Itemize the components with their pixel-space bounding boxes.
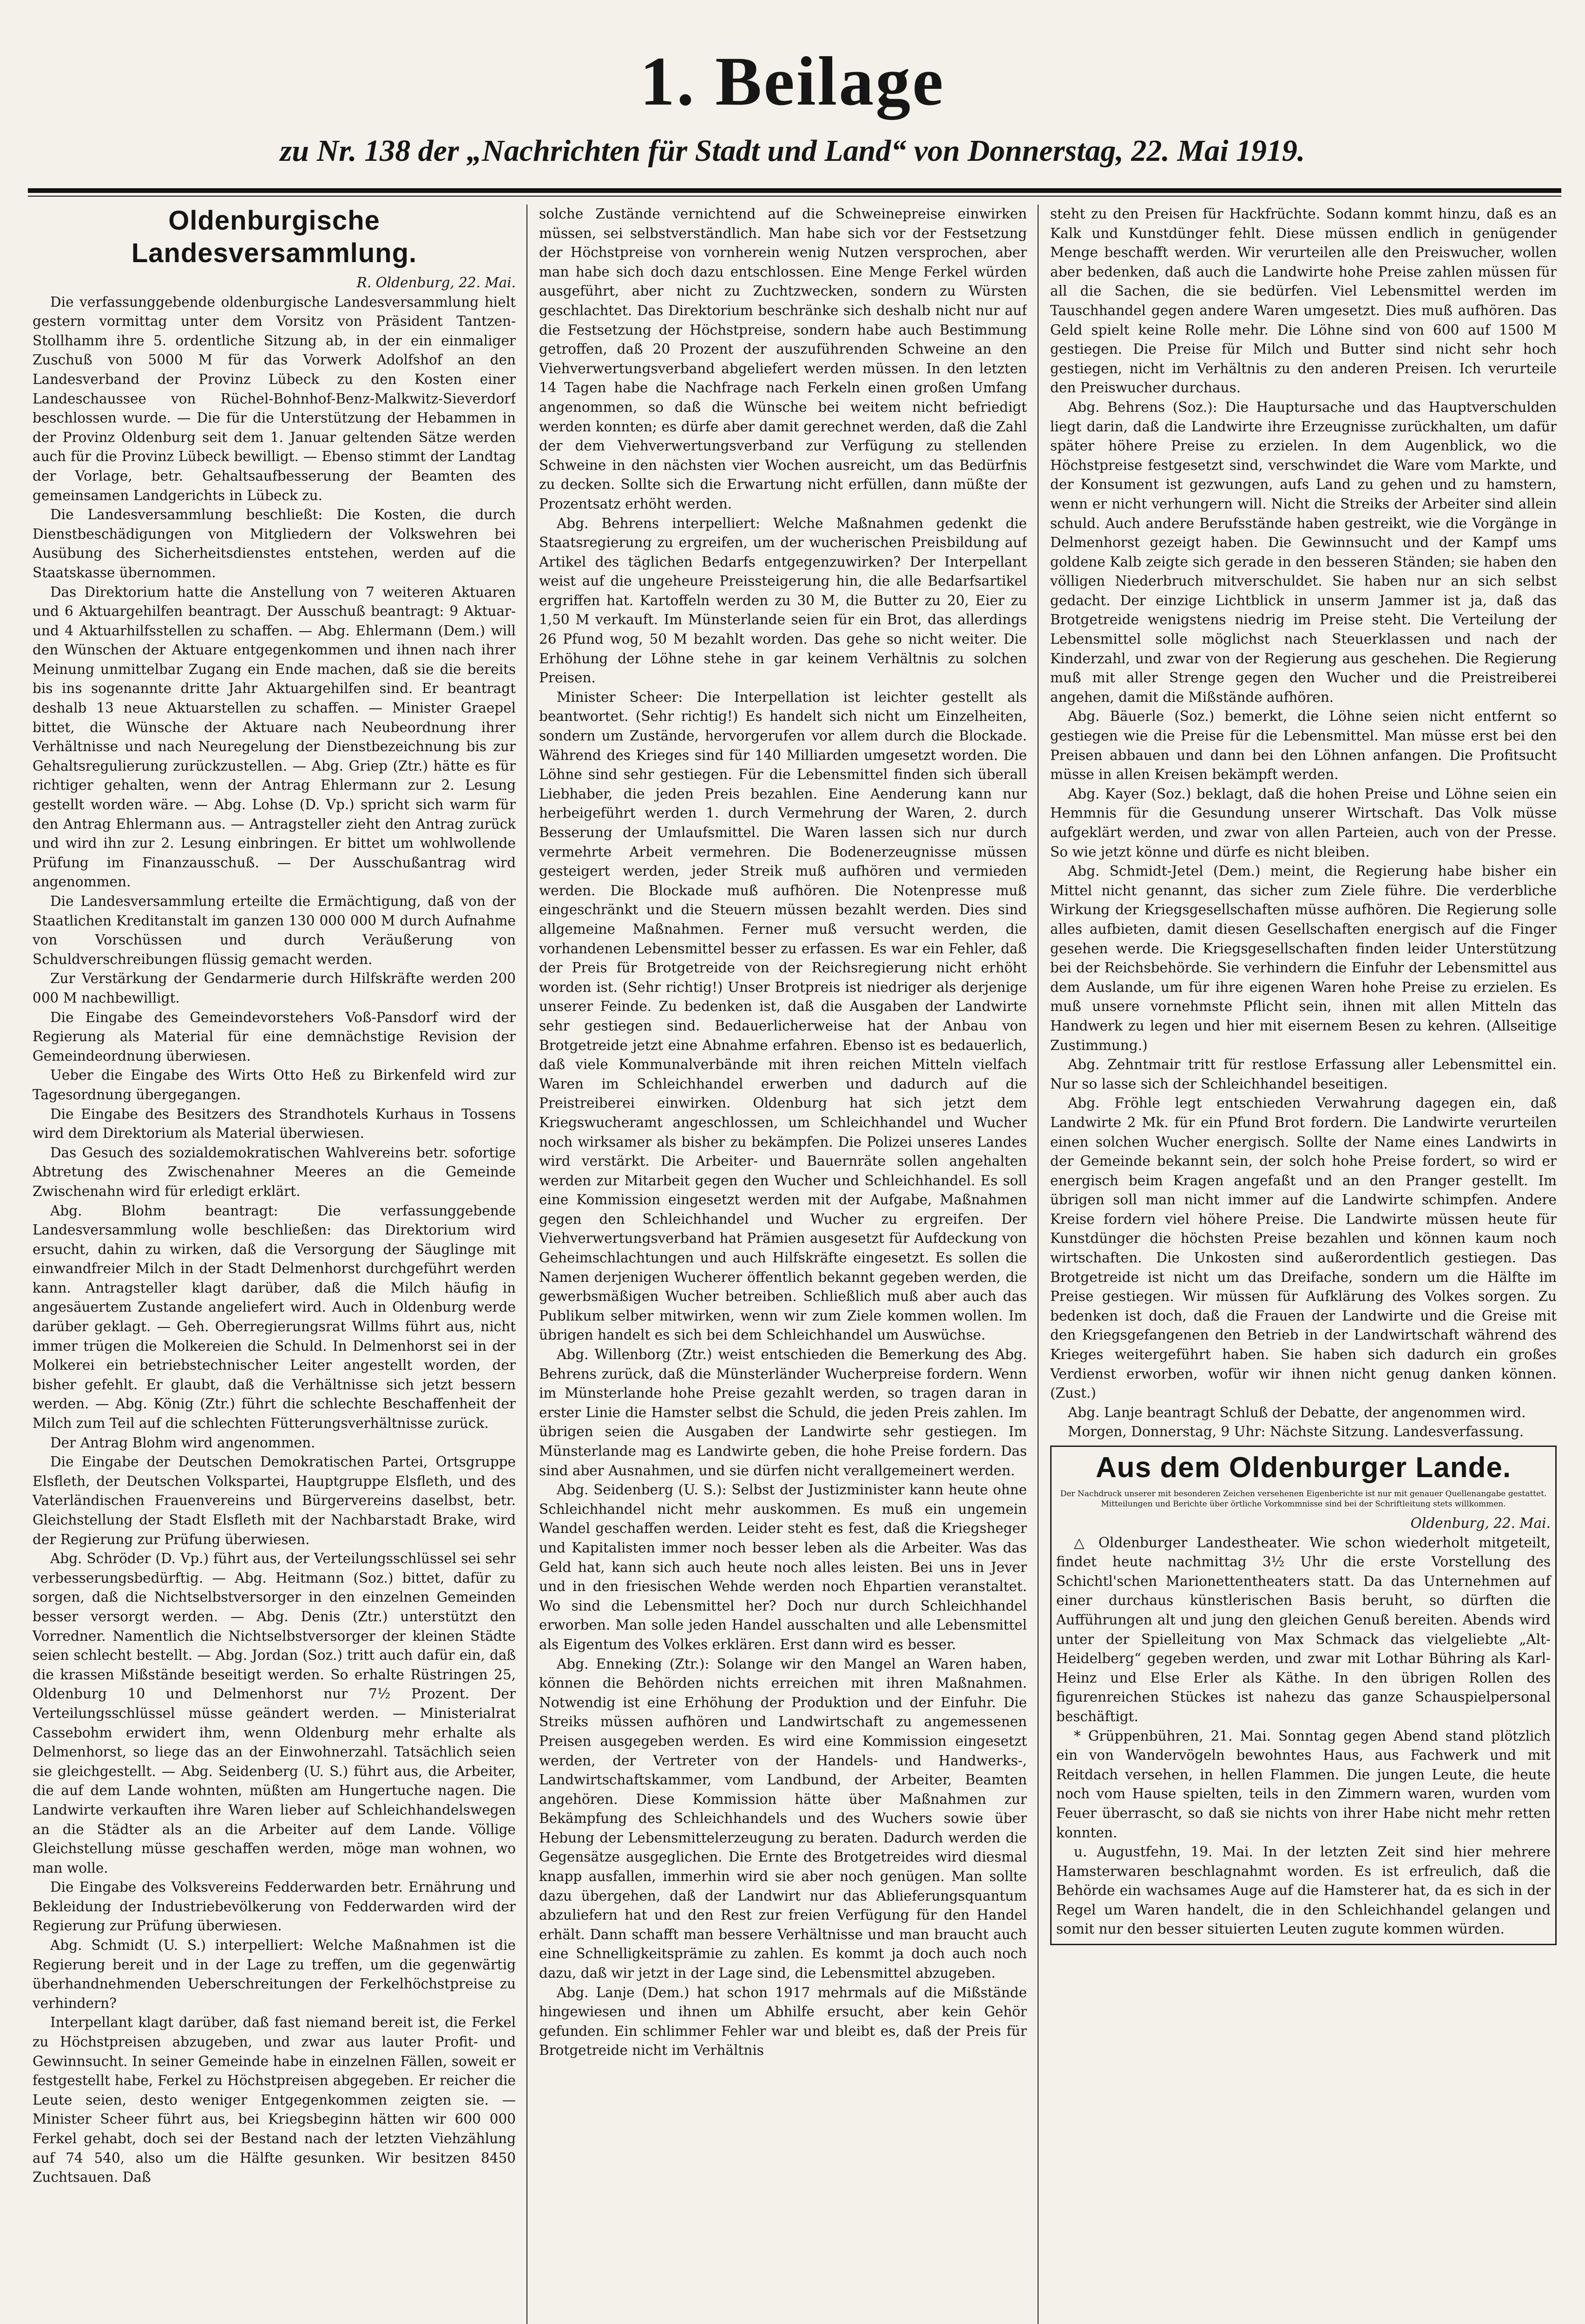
column-3 [1050,205,1557,2324]
masthead-rule [28,188,1561,197]
bleed-through-text [1064,37,1510,107]
article-paragraph: Abg. Fröhle legt entschieden Verwahrung dagegen ein, daß Landwirte 2 Mk. für ein Pfund Brot fordern. Die Landwirte verurteilen einen solchen Wucher energisch. Sollte der Name eines Landwirts in der Gemeinde bekannt sein, der solch hohe Preise fordert, so wird er energisch beim Kragen angefaßt und an den Pranger gestellt. Im übrigen soll man nicht immer auf die Landwirte schimpfen. Andere Kreise fordern viel höhere Preise. Die Landwirte müssen heute für Kunstdünger die höchsten Preise bezahlen und können kaum noch wirtschaften. Die Unkosten sind außerordentlich gestiegen. Das Brotgetreide ist nicht um das Dreifache, sondern um die Hälfte im Preise gestiegen. Wir müssen für Aufklärung des Volkes sorgen. Zu bedenken ist doch, daß die Frauen der Landwirte und die Greise mit den Kriegsgefangenen den Betrieb in der Landwirtschaft während des Krieges weitergeführt haben. Sie haben sich dadurch ein großes Verdienst erworben, wofür wir ihnen nicht genug danken können. (Zust.) [1050,1095,1557,1401]
dateline: R. Oldenburg, 22. Mai. [356,275,516,290]
column-1 [33,205,516,2324]
news-item: △ Oldenburger Landestheater. Wie schon wiederholt mitgeteilt, findet heute nachmittag 3½ Uhr die erste Vorstellung des Schichtl'schen Marionettentheaters statt. Da das Unternehmen auf einer durchaus künstlerischen Basis beruht, so dürften die Aufführungen alt und jung den gleichen Genuß bereiten. Abends wird unter der Spielleitung von Max Schmack das vielgeliebte „Alt-Heidelberg“ gegeben werden, und zwar mit Lothar Bühring als Karl-Heinz und Else Erler als Käthe. In den übrigen Rollen des figurenreichen Stückes ist nahezu das ganze Schauspielpersonal beschäftigt. [1056,1534,1551,1724]
article-paragraph: Morgen, Donnerstag, 9 Uhr: Nächste Sitzung. Landesverfassung. [1068,1424,1524,1440]
supplement-subtitle: zu Nr. 138 der „Nachrichten für Stadt und Land“ von Donnerstag, 22. Mai 1919. [280,134,1305,168]
local-news-section [1050,1446,1557,1945]
article-paragraph: Die Landesversammlung erteilte die Ermächtigung, daß von der Staatlichen Kreditanstalt im ganzen 130 000 000 M durch Aufnahme von Vorschüssen und durch Veräußerung von Schuldverschreibungen flüssig gemacht werden. [33,893,516,967]
supplement-title: 1. Beilage [640,43,945,120]
section-heading-local: Aus dem Oldenburger Lande. [1095,1452,1512,1484]
column-2 [539,205,1027,2324]
column-divider [1038,205,1039,2324]
article-paragraph: Abg. Lanje (Dem.) hat schon 1917 mehrmals auf die Mißstände hingewiesen und ihnen um Abhilfe ersucht, aber kein Gehör gefunden. Ein schlimmer Fehler war und bleibt es, daß der Preis für Brotgetreide nicht im Verhältnis [539,1984,1027,2059]
article-paragraph: Die Landesversammlung beschließt: Die Kosten, die durch Dienstbeschädigungen von Mitgliedern der Volkswehren bei Ausübung des Sicherheitsdienstes entstehen, werden auf die Staatskasse übernommen. [33,507,516,581]
news-item: u. Augustfehn, 19. Mai. In der letzten Zeit sind hier mehrere Hamsterwaren beschlagnahmt worden. Es ist erfreulich, daß die Behörde ein wachsames Auge auf die Hamsterer hat, da es sich in der Regel um Waren handelt, die in den Schleichhandel gelangen und somit nur den besser situierten Leuten zugute kommen würden. [1056,1844,1551,1937]
article-paragraph: Die verfassunggebende oldenburgische Landesversammlung hielt gestern vormittag unter dem Vorsitz von Präsident Tantzen-Stollhamm ihre 5. ordentliche Sitzung ab, in der ein einmaliger Zuschuß von 5000 M für das Vorwerk Adolfshof an den Landesverband der Provinz Lübeck zu den Kosten einer Landeschaussee von Rüchel-Bohnhof-Benz-Malkwitz-Sieverdorf beschlossen wurde. — Die für die Unterstützung der Hebammen in der Provinz Oldenburg seit dem 1. Januar geltenden Sätze werden auch für die Provinz Lübeck bewilligt. — Ebenso stimmt der Landtag der Vorlage, betr. Gehaltsaufbesserung der Beamten des gemeinsamen Landgerichts in Lübeck zu. [33,294,516,503]
article-paragraph: Abg. Lanje beantragt Schluß der Debatte, der angenommen wird. [1068,1404,1526,1420]
article-paragraph: Interpellant klagt darüber, daß fast niemand bereit ist, die Ferkel zu Höchstpreisen abzugeben, und zwar aus lauter Profit- und Gewinnsucht. In seiner Gemeinde habe in einzelnen Fällen, soweit er festgestellt habe, Ferkel zu Höchstpreisen abgegeben. Er reicher die Leute seien, desto weniger Entgegenkommen zeigten sie. — Minister Scheer führt aus, bei Kriegsbeginn hätten wir 600 000 Ferkel gehabt, doch sei der Bestand nach der letzten Viehzählung auf 74 540, also um die Hälfte gesunken. Wir besitzen 8450 Zuchtsauen. Daß [33,2014,516,2185]
article-paragraph: Abg. Behrens (Soz.): Die Hauptursache und das Hauptverschulden liegt darin, daß die Landwirte ihre Erzeugnisse zurückhalten, um dafür später höhere Preise zu erzielen. In dem Augenblick, wo die Höchstpreise festgesetzt sind, verschwindet die Ware vom Markte, und der Konsument ist gezwungen, aufs Land zu gehen und zu hamstern, wenn er nicht verhungern will. Nicht die Streiks der Arbeiter sind allein schuld. Auch andere Berufsstände haben gestreikt, wie die Vorgänge in Delmenhorst gezeigt haben. Die Gewinnsucht und der Kampf ums goldene Kalb zeigte sich gerade in den besseren Ständen; sie haben den völligen Niederbruch mitverschuldet. Sie haben nur an sich selbst gedacht. Der einzige Lichtblick in unserm Jammer ist ja, daß das Brotgetreide wenigstens niedrig im Preise steht. Die Verteilung der Lebensmittel solle möglichst nach Steuerklassen und nach der Kinderzahl, und zwar von der Regierung aus geschehen. Die Regierung muß mit aller Strenge gegen den Wucher und die Preistreiberei angehen, damit die Mißstände aufhören. [1050,399,1557,705]
article-paragraph: Minister Scheer: Die Interpellation ist leichter gestellt als beantwortet. (Sehr richtig!) Es handelt sich nicht um Einzelheiten, sondern um Zustände, hervorgerufen vor allem durch die Blockade. Während des Krieges sind für 140 Milliarden umgesetzt worden. Die Löhne sind sehr gestiegen. Für die Lebensmittel finden sich überall Liebhaber, die jeden Preis bezahlen. Eine Aenderung kann nur herbeigeführt werden 1. durch Vermehrung der Waren, 2. durch Besserung der Umlaufsmittel. Die Waren lassen sich nur durch vermehrte Arbeit vermehren. Die Bodenerzeugnisse müssen gesteigert werden, jeder Streik muß aufhören und vermieden werden. Die Blockade muß aufhören. Die Notenpresse muß eingeschränkt und die Steuern müssen bezahlt werden. Dies sind allgemeine Maßnahmen. Ferner muß versucht werden, die vorhandenen Lebensmittel besser zu erfassen. Es war ein Fehler, daß der Preis für Brotgetreide von der Reichsregierung nicht erhöht worden ist. (Sehr richtig!) Unser Brotpreis ist niedriger als derjenige unserer Feinde. Zu bedenken ist, daß die Ausgaben der Landwirte sehr gestiegen sind. Bedauerlicherweise hat der Anbau von Brotgetreide jetzt eine Abnahme erfahren. Ebenso ist es bedauerlich, daß viele Kommunalverbände mit ihren reichen Mitteln vielfach Waren im Schleichhandel erwerben und dadurch auf die Preistreiberei einwirken. Oldenburg hat sich jetzt dem Kriegswucheramt angeschlossen, um Schleichhandel und Wucher noch wirksamer als bisher zu bekämpfen. Die Polizei unseres Landes wird verstärkt. Die Arbeiter- und Bauernräte sollen angehalten werden zur Mitarbeit gegen den Wucher und Schleichhandel. Es soll eine Kommission eingesetzt werden mit der Aufgabe, Maßnahmen gegen den Schleichhandel und Wucher zu ergreifen. Der Viehverwertungsverband hat Prämien ausgesetzt für Aufdeckung von Geheimschlachtungen und auch Hilfskräfte eingesetzt. Es sollen die Namen derjenigen Wucherer öffentlich bekannt gegeben werden, die gewerbsmäßigen Wucher betreiben. Schließlich muß aber auch das Publikum selber mitwirken, wenn wir zum Ziele kommen wollen. Im übrigen handelt es sich bei dem Schleichhandel um Auswüchse. [539,689,1027,1343]
article-paragraph: Abg. Schmidt-Jetel (Dem.) meint, die Regierung habe bisher ein Mittel nicht genannt, das sicher zum Ziele führe. Die verderbliche Wirkung der Kriegsgesellschaften müsse aufhören. Die Regierung solle alles aufbieten, damit diesen Gesellschaften energisch auf die Finger gesehen werde. Die Kriegsgesellschaften finden leider Unterstützung bei der Reichsbehörde. Sie verhindern die Einfuhr der Lebensmittel aus dem Auslande, um für ihre eigenen Waren hohe Preise zu erzielen. Es muß unsere vornehmste Pflicht sein, ihnen mit allen Mitteln das Handwerk zu legen und hier mit eisernem Besen zu kehren. (Allseitige Zustimmung.) [1050,863,1557,1053]
article-paragraph: Ueber die Eingabe des Wirts Otto Heß zu Birkenfeld wird zur Tagesordnung übergegangen. [33,1067,516,1103]
dateline: Oldenburg, 22. Mai. [1410,1515,1551,1531]
article-paragraph: Abg. Bäuerle (Soz.) bemerkt, die Löhne seien nicht entfernt so gestiegen wie die Preise für die Lebensmittel. Man müsse erst bei den Preisen abbauen und dann bei den Löhnen anfangen. Die Profitsucht müsse in allen Kreisen bekämpft werden. [1050,708,1557,783]
article-paragraph: Zur Verstärkung der Gendarmerie durch Hilfskräfte werden 200 000 M nachbewilligt. [33,971,516,1006]
article-paragraph: Das Gesuch des sozialdemokratischen Wahlvereins betr. sofortige Abtretung des Zwischenahner Meeres an die Gemeinde Zwischenahn wird für erledigt erklärt. [33,1144,516,1199]
article-paragraph: Die Eingabe des Besitzers des Strandhotels Kurhaus in Tossens wird dem Direktorium als Material überwiesen. [33,1106,516,1142]
article-paragraph: Der Antrag Blohm wird angenommen. [50,1434,316,1451]
article-paragraph: Die Eingabe des Gemeindevorstehers Voß-Pansdorf wird der Regierung als Material für eine demnächstige Revision der Gemeindeordnung überwiesen. [33,1009,516,1064]
article-paragraph: Das Direktorium hatte die Anstellung von 7 weiteren Aktuaren und 6 Aktuargehilfen beantragt. Der Ausschuß beantragt: 9 Aktuar- und 4 Aktuarhilfsstellen zu schaffen. — Abg. Ehlermann (Dem.) will den Wünschen der Aktuare entgegenkommen und ihnen nach ihrer Meinung unmittelbar Zugang ein Ende machen, daß sie die bereits bis ins sogenannte dritte Jahr Aktuargehilfen sind. Er beantragt deshalb 13 neue Aktuarstellen zu schaffen. — Minister Graepel bittet, die Wünsche der Aktuare nach Neubeordnung ihrer Verhältnisse und nach Neuregelung der Dienstbezeichnung bis zur Gehaltsregulierung zurückzustellen. — Abg. Griep (Ztr.) hätte es für richtiger gehalten, wenn der Antrag Ehlermann zur 2. Lesung gestellt worden wäre. — Abg. Lohse (D. Vp.) spricht sich warm für den Antrag Ehlermann aus. — Antragsteller zieht den Antrag zurück und wird ihn zur 2. Lesung einbringen. Er bittet um wohlwollende Prüfung im Finanzausschuß. — Der Ausschußantrag wird angenommen. [33,584,516,890]
article-paragraph: Abg. Willenborg (Ztr.) weist entschieden die Bemerkung des Abg. Behrens zurück, daß die Münsterländer Wucherpreise fordern. Wenn im Münsterlande hohe Preise gezahlt werden, so tragen daran in erster Linie die Hamster selbst die Schuld, die jeden Preis zahlen. Im übrigen seien die Ausgaben der Landwirte sehr gestiegen. Im Münsterlande mag es Landwirte geben, die hohe Preise fordern. Das sind aber Ausnahmen, und sie dürfen nicht verallgemeinert werden. [539,1347,1027,1479]
article-paragraph: Die Eingabe der Deutschen Demokratischen Partei, Ortsgruppe Elsfleth, der Deutschen Volkspartei, Hauptgruppe Elsfleth, und des Vaterländischen Frauenvereins und Bürgervereins daselbst, betr. Gleichstellung der Stadt Elsfleth mit der Nachbarstadt Brake, wird der Regierung zur Prüfung überwiesen. [33,1454,516,1547]
article-paragraph: Abg. Schmidt (U. S.) interpelliert: Welche Maßnahmen ist die Regierung bereit und in der Lage zu treffen, um die gegenwärtig überhandnehmenden Ueberschreitungen der Ferkelhöchstpreise zu verhindern? [33,1937,516,2011]
article-paragraph: Abg. Zehntmair tritt für restlose Erfassung aller Lebensmittel ein. Nur so lasse sich der Schleichhandel beseitigen. [1050,1056,1557,1092]
article-paragraph: Abg. Behrens interpelliert: Welche Maßnahmen gedenkt die Staatsregierung zu ergreifen, um der wucherischen Preisbildung auf Artikel des täglichen Bedarfs entgegenzuwirken? Der Interpellant weist auf die ungeheure Preissteigerung hin, die alle Bedarfsartikel ergriffen hat. Kartoffeln werden zu 30 M, die Butter zu 20, Eier zu 1,50 M verkauft. Im Münsterlande seien für ein Brot, das allerdings 26 Pfund wog, 50 M bezahlt worden. Das gehe so nicht weiter. Die Erhöhung der Löhne stehe in gar keinem Verhältnis zu solchen Preisen. [539,515,1027,686]
article-paragraph: Abg. Schröder (D. Vp.) führt aus, der Verteilungsschlüssel sei sehr verbesserungsbedürftig. — Abg. Heitmann (Soz.) bittet, dafür zu sorgen, daß die Nichtselbstversorger in den einzelnen Gemeinden besser versorgt werden. — Abg. Denis (Ztr.) unterstützt den Vorredner. Namentlich die Nichtselbstversorger der kleinen Städte seien schlecht bestellt. — Abg. Jordan (Soz.) tritt auch dafür ein, daß die krassen Mißstände beseitigt werden. So erhalte Rüstringen 25, Oldenburg 10 und Delmenhorst nur 7½ Prozent. Der Verteilungsschlüssel müsse geändert werden. — Ministerialrat Cassebohm erwidert ihm, wenn Oldenburg mehr erhalte als Delmenhorst, so liege das an der Einwohnerzahl. Tatsächlich seien sie gleichgestellt. — Abg. Seidenberg (U. S.) führt aus, die Arbeiter, die auf dem Lande wohnten, müßten am Hungertuche nagen. Die Landwirte verkauften ihre Waren lieber auf Schleichhandelswegen an die Städter als an die Arbeiter auf dem Lande. Völlige Gleichstellung müsse geschaffen werden, möge man wohnen, wo man wolle. [33,1551,516,1876]
reprint-notice: Der Nachdruck unserer mit besonderen Zeichen versehenen Eigenberichte ist nur mit genauer Quellenangabe gestattet. Mitteilungen und Berichte über örtliche Vorkommnisse sind bei der Schriftleitung stets willkommen. [1060,1489,1547,1509]
article-paragraph: steht zu den Preisen für Hackfrüchte. Sodann kommt hinzu, daß es an Kalk und Kunstdünger fehlt. Diese müssen endlich in genügender Menge beschafft werden. Wir verurteilen alle den Preiswucher, wollen aber bedenken, daß auch die Landwirte hohe Preise zahlen müssen für all die Sachen, die sie bedürfen. Viel Lebensmittel werden im Tauschhandel gegen andere Waren umgesetzt. Dies muß aufhören. Das Geld spielt keine Rolle mehr. Die Löhne sind von 600 auf 1500 M gestiegen. Die Preise für Milch und Butter sind nicht sehr hoch gestiegen, nicht im Verhältnis zu den anderen Preisen. Ich verurteile den Preiswucher durchaus. [1050,206,1557,396]
article-paragraph: Die Eingabe des Volksvereins Fedderwarden betr. Ernährung und Bekleidung der Industriebevölkerung von Fedderwarden wird der Regierung zur Prüfung überwiesen. [33,1879,516,1934]
article-paragraph: solche Zustände vernichtend auf die Schweinepreise einwirken müssen, sei selbstverständlich. Man habe sich vor der Festsetzung der Höchstpreise von vornherein wenig Nutzen versprochen, aber man habe sich doch dazu entschlossen. Eine Menge Ferkel würden ausgeführt, aber nicht zu Zuchtzwecken, sondern zu Würsten geschlachtet. Das Direktorium beschränke sich deshalb nicht nur auf die Festsetzung der Höchstpreise, sondern habe auch Bestimmung getroffen, daß 20 Prozent der auszuführenden Schweine an den Viehverwertungsverband abgeliefert werden müssen. In den letzten 14 Tagen habe die Nachfrage nach Ferkeln einen großen Umfang angenommen, so daß die Wünsche bei weitem nicht befriedigt werden konnten; es dürfe aber damit gerechnet werden, daß die Zahl der dem Viehverwertungsverband zur Verfügung zu stellenden Schweine in den nächsten vier Wochen ausreicht, um das Bedürfnis zu decken. Sollte sich die Erwartung nicht erfüllen, dann müßte der Prozentsatz erhöht werden. [539,206,1027,512]
article-paragraph: Abg. Blohm beantragt: Die verfassunggebende Landesversammlung wolle beschließen: das Direktorium wird ersucht, dahin zu wirken, daß die Versorgung der Säuglinge mit einwandfreier Milch in der Stadt Delmenhorst durchgeführt werden kann. Antragsteller klagt darüber, daß die Milch häufig in angesäuertem Zustande angeliefert wird. Auch in Oldenburg werde darüber geklagt. — Geh. Oberregierungsrat Willms führt aus, nicht immer trügen die Molkereien die Schuld. In Delmenhorst sei in der Molkerei ein betriebstechnischer Leiter angestellt worden, der bisher gefehlt. Er glaubt, daß die Verhältnisse sich jetzt bessern werden. — Abg. König (Ztr.) führt die schlechte Beschaffenheit der Milch zum Teil auf die schlechten Fütterungsverhältnisse zurück. [33,1202,516,1432]
column-divider [526,205,527,2324]
article-paragraph: Abg. Kayer (Soz.) beklagt, daß die hohen Preise und Löhne seien ein Hemmnis für die Gesundung unserer Wirtschaft. Das Volk müsse aufgeklärt werden, und zwar von allen Parteien, auch von der Presse. So wie jetzt könne und dürfe es nicht bleiben. [1050,786,1557,860]
news-item: * Grüppenbühren, 21. Mai. Sonntag gegen Abend stand plötzlich ein von Wandervögeln bewohntes Haus, aus Fachwerk und mit Reitdach versehen, in hellen Flammen. Die jungen Leute, die heute noch vom Hause spielten, teils in den Zimmern waren, wurden vom Feuer überrascht, so daß sie nichts von ihrer Habe nicht mehr retten konnten. [1056,1728,1551,1841]
section-heading-landesversammlung: Oldenburgische Landesversammlung. [131,205,417,268]
article-paragraph: Abg. Enneking (Ztr.): Solange wir den Mangel an Waren haben, können die Behörden nichts erreichen mit ihren Maßnahmen. Notwendig ist eine Erhöhung der Produktion und der Einfuhr. Die Streiks müssen aufhören und Landwirtschaft zu angemessenen Preisen ausgegeben werden. Es wird eine Kommission eingesetzt werden, der Vertreter von der Handels- und Handwerks-, Landwirtschaftskammer, vom Landbund, der Arbeiter, Beamten angehören. Diese Kommission hätte über Maßnahmen zur Bekämpfung des Schleichhandels und des Wuchers sowie über Hebung der Lebensmittelerzeugung zu beraten. Dadurch werden die Gegensätze ausgeglichen. Die Ernte des Brotgetreides wird diesmal knapp ausfallen, immerhin wird sie aber noch genügen. Man sollte dazu übergehen, daß der Landwirt nur das Ablieferungsquantum abzuliefern hat und den Rest zur freien Verfügung für den Handel erhält. Dann schafft man bessere Verhältnisse und man braucht auch eine Schnelligkeitsprämie zu zahlen. Es kommt ja doch auch noch dazu, daß wir jetzt in der Lage sind, die Lebensmittel abzugeben. [539,1656,1027,1981]
article-paragraph: Abg. Seidenberg (U. S.): Selbst der Justizminister kann heute ohne Schleichhandel nicht mehr auskommen. Es muß ein ungemein Wandel geschaffen werden. Leider steht es fest, daß die Kriegsheger und Kapitalisten immer noch besser leben als die Arbeiter. Was das Geld hat, kann sich auch heute noch alles leisten. Bei uns in Jever und in den friesischen Wehde werden noch Ehpartien veranstaltet. Wo sind die Lebensmittel her? Doch nur durch Schleichhandel erworben. Man solle jeden Handel ausschalten und alle Lebensmittel als Eigentum des Volkes erklären. Erst dann wird es besser. [539,1482,1027,1652]
